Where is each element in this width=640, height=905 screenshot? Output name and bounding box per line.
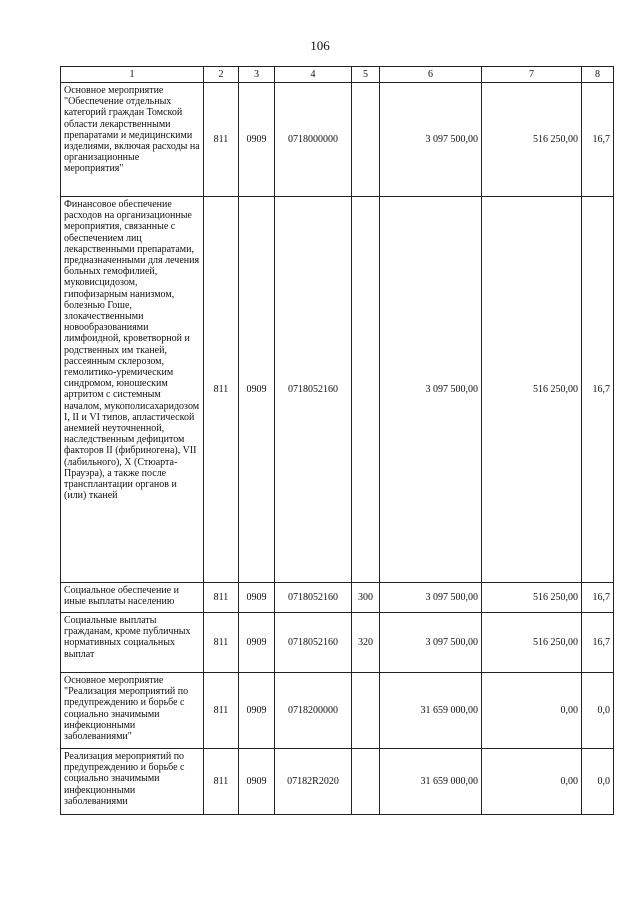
cell-c2: 811 — [204, 673, 239, 749]
table-row — [61, 613, 614, 673]
table-row — [61, 197, 614, 583]
cell-c8: 0,0 — [582, 673, 614, 749]
row-name: Финансовое обеспечение расходов на организационные мероприятия, связанные с обеспечением лиц лекарственными препаратами, предназначенными для лечения больных гемофилией, муковисцидозом, гипофизарным нанизмом, болезнью Гоше, злокачественными новообразованиями лимфоидной, кроветворной и родственных им тканей, рассеянным склерозом, гемолитико-уремическим синдромом, юношеским артритом с системным началом, мукополисахаридозом I, II и VI типов, апластической анемией неуточненной, наследственным дефицитом факторов II (фибриногена), VII (лабильного), X (Стюарта-Прауэра), а также после трансплантации органов и (или) тканей — [61, 197, 204, 583]
cell-c6: 3 097 500,00 — [380, 583, 482, 613]
cell-c2: 811 — [204, 197, 239, 583]
cell-c8: 16,7 — [582, 613, 614, 673]
table-row — [61, 83, 614, 197]
cell-c5 — [352, 83, 380, 197]
cell-c4: 0718000000 — [275, 83, 352, 197]
cell-c2: 811 — [204, 83, 239, 197]
budget-table — [60, 66, 614, 815]
row-name: Социальные выплаты гражданам, кроме публичных нормативных социальных выплат — [61, 613, 204, 673]
cell-c8: 16,7 — [582, 83, 614, 197]
cell-c7: 516 250,00 — [482, 613, 582, 673]
header-cell: 6 — [380, 67, 482, 83]
cell-c4: 0718200000 — [275, 673, 352, 749]
header-cell: 4 — [275, 67, 352, 83]
cell-c7: 516 250,00 — [482, 197, 582, 583]
cell-c5: 300 — [352, 583, 380, 613]
table-header-row — [61, 67, 614, 83]
cell-c4: 0718052160 — [275, 613, 352, 673]
cell-c6: 31 659 000,00 — [380, 749, 482, 815]
header-cell: 8 — [582, 67, 614, 83]
table-row — [61, 749, 614, 815]
cell-c4: 0718052160 — [275, 197, 352, 583]
row-name: Основное мероприятие "Обеспечение отдельных категорий граждан Томской области лекарственными препаратами и медицинскими изделиями, включая расходы на организационные мероприятия" — [61, 83, 204, 197]
cell-c7: 516 250,00 — [482, 83, 582, 197]
cell-c5: 320 — [352, 613, 380, 673]
cell-c4: 07182R2020 — [275, 749, 352, 815]
cell-c7: 0,00 — [482, 673, 582, 749]
cell-c8: 16,7 — [582, 197, 614, 583]
cell-c8: 16,7 — [582, 583, 614, 613]
cell-c7: 0,00 — [482, 749, 582, 815]
cell-c4: 0718052160 — [275, 583, 352, 613]
cell-c8: 0,0 — [582, 749, 614, 815]
cell-c3: 0909 — [239, 583, 275, 613]
header-cell: 2 — [204, 67, 239, 83]
cell-c6: 3 097 500,00 — [380, 197, 482, 583]
cell-c2: 811 — [204, 749, 239, 815]
cell-c5 — [352, 749, 380, 815]
cell-c3: 0909 — [239, 83, 275, 197]
page-number: 106 — [310, 38, 330, 53]
header-cell: 7 — [482, 67, 582, 83]
cell-c6: 3 097 500,00 — [380, 83, 482, 197]
cell-c3: 0909 — [239, 673, 275, 749]
cell-c6: 3 097 500,00 — [380, 613, 482, 673]
cell-c5 — [352, 673, 380, 749]
cell-c5 — [352, 197, 380, 583]
cell-c6: 31 659 000,00 — [380, 673, 482, 749]
row-name: Реализация мероприятий по предупреждению и борьбе с социально значимыми инфекционными заболеваниями — [61, 749, 204, 815]
cell-c3: 0909 — [239, 613, 275, 673]
header-cell: 5 — [352, 67, 380, 83]
row-name: Основное мероприятие "Реализация мероприятий по предупреждению и борьбе с социально значимыми инфекционными заболеваниями" — [61, 673, 204, 749]
cell-c7: 516 250,00 — [482, 583, 582, 613]
table-row — [61, 673, 614, 749]
cell-c3: 0909 — [239, 197, 275, 583]
header-cell: 1 — [61, 67, 204, 83]
cell-c2: 811 — [204, 583, 239, 613]
header-cell: 3 — [239, 67, 275, 83]
table-row — [61, 583, 614, 613]
cell-c3: 0909 — [239, 749, 275, 815]
cell-c2: 811 — [204, 613, 239, 673]
row-name: Социальное обеспечение и иные выплаты населению — [61, 583, 204, 613]
